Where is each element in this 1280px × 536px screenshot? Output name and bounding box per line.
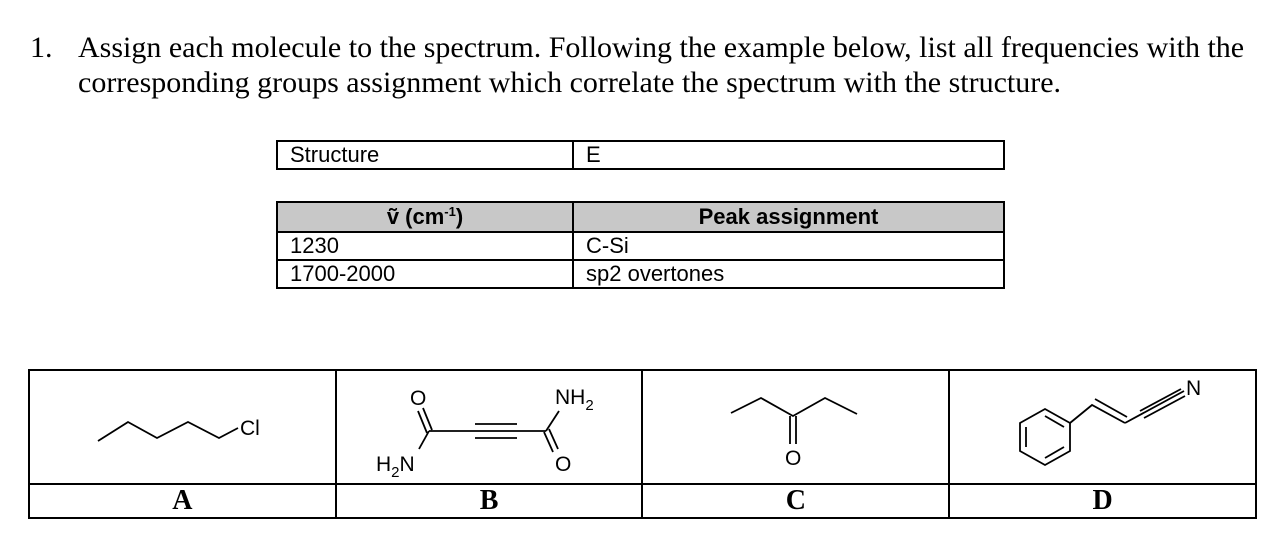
peak-table (276, 201, 1005, 289)
atom-o-bottom: O (554, 453, 572, 476)
header-frequency: ṽ $(cm^{-1})$ (277, 202, 573, 232)
molecule-c-structure (642, 370, 949, 484)
frequency-cell: 1230 (277, 232, 573, 260)
molecule-b-structure (336, 370, 643, 484)
molecule-d-drawing (950, 371, 1256, 483)
atom-nh2-top: $NH_2$ (554, 386, 594, 414)
molecule-a-drawing (30, 371, 336, 483)
molecule-d-structure (949, 370, 1256, 484)
molecule-c-drawing (643, 371, 949, 483)
assignment-cell: sp2 overtones (573, 260, 1004, 288)
molecule-b-label: B (336, 484, 643, 518)
structure-table (276, 140, 1005, 170)
molecule-a-label: A (29, 484, 336, 518)
table-row (277, 260, 1004, 288)
question-text: Assign each molecule to the spectrum. Following the example below, list all frequencies with the corresponding groups assignment which correlate the spectrum with the structure. (78, 31, 1245, 99)
atom-n: N (1186, 377, 1202, 400)
molecule-d-label: D (949, 484, 1256, 518)
structure-value: E (573, 141, 1004, 169)
structure-label: Structure (277, 141, 573, 169)
molecule-a-structure (29, 370, 336, 484)
atom-h2n: $H_2N$ (375, 453, 415, 481)
molecule-b-drawing (337, 371, 643, 483)
header-peak-assignment: Peak assignment (573, 202, 1004, 232)
frequency-cell: 1700-2000 (277, 260, 573, 288)
assignment-cell: C-Si (573, 232, 1004, 260)
question-number: 1. (30, 31, 53, 64)
molecule-table (28, 369, 1257, 519)
molecule-c-label: C (642, 484, 949, 518)
atom-o: O (785, 447, 802, 470)
atom-o-top: O (409, 387, 427, 410)
table-row (277, 232, 1004, 260)
atom-cl: Cl (240, 417, 260, 440)
